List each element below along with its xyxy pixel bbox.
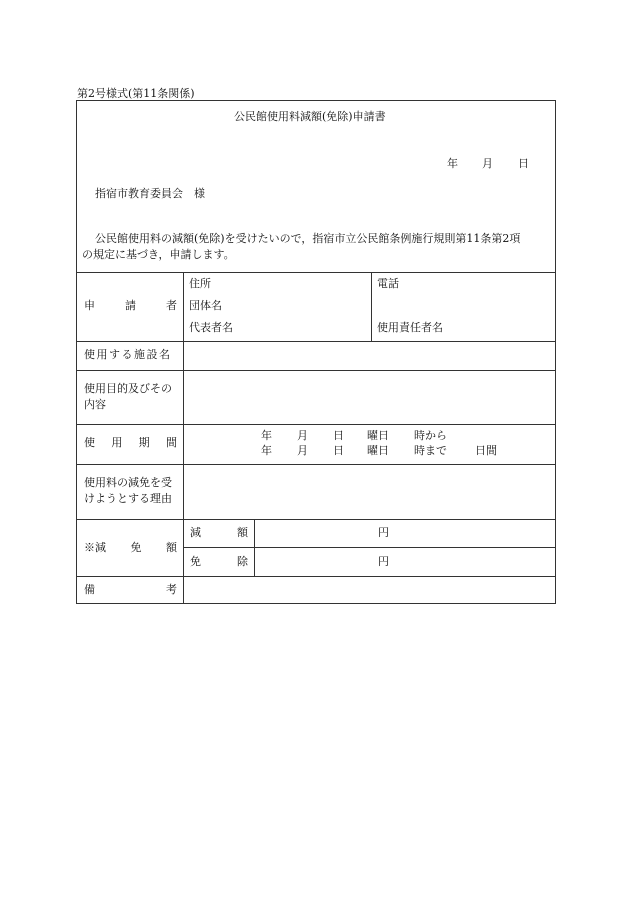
addressee: 指宿市教育委員会 様: [95, 187, 205, 200]
facility-label: 使用する施設名: [84, 348, 172, 361]
row-divider: [77, 272, 555, 273]
representative-field[interactable]: [241, 319, 367, 339]
period-start-year: 年: [261, 429, 272, 442]
row-divider: [77, 370, 555, 371]
row-divider: [77, 464, 555, 465]
representative-label: 代表者名: [189, 321, 233, 334]
row-divider: [77, 519, 555, 520]
date-month-label: 月: [482, 157, 493, 170]
reason-label-line-2: けようとする理由: [84, 492, 172, 505]
intro-line-1: 公民館使用料の減額(免除)を受けたいので，指宿市立公民館条例施行規則第11条第2項: [95, 232, 521, 245]
column-divider: [371, 272, 372, 341]
period-start-day: 日: [333, 429, 344, 442]
purpose-label-line-1: 使用目的及びその: [84, 382, 172, 395]
exemption-amount-label: ※減 免 額: [84, 541, 177, 554]
reason-label-line-1: 使用料の減免を受: [84, 476, 172, 489]
period-start-month: 月: [297, 429, 308, 442]
applicant-label: 申 請 者: [84, 299, 177, 312]
period-days: 日間: [475, 444, 497, 457]
period-label: 使 用 期 間: [84, 436, 177, 449]
facility-field[interactable]: [187, 344, 551, 368]
exemption-label: 免 除: [190, 555, 248, 568]
period-end-weekday: 曜日: [367, 444, 389, 457]
reason-field[interactable]: [187, 467, 551, 516]
period-start-weekday: 曜日: [367, 429, 389, 442]
form-number: 第2号様式(第11条関係): [77, 87, 195, 100]
purpose-label-line-2: 内容: [84, 398, 106, 411]
row-divider: [77, 341, 555, 342]
intro-line-2: の規定に基づき，申請します。: [82, 248, 235, 261]
period-end-year: 年: [261, 444, 272, 457]
exemption-amount-field[interactable]: [258, 551, 373, 573]
period-start-time: 時から: [414, 429, 447, 442]
reduction-yen-unit: 円: [378, 526, 389, 539]
row-divider: [77, 576, 555, 577]
group-name-label: 団体名: [189, 299, 222, 312]
application-form: [76, 100, 556, 604]
remarks-field[interactable]: [187, 579, 551, 601]
reduction-amount-field[interactable]: [258, 522, 373, 544]
period-end-day: 日: [333, 444, 344, 457]
column-divider: [254, 519, 255, 576]
row-divider: [77, 424, 555, 425]
phone-field[interactable]: [399, 275, 549, 295]
period-end-month: 月: [297, 444, 308, 457]
period-end-time: 時まで: [414, 444, 447, 457]
row-divider: [184, 547, 555, 548]
remarks-label: 備 考: [84, 583, 177, 596]
responsible-person-field[interactable]: [449, 319, 549, 339]
address-field[interactable]: [217, 275, 367, 295]
column-divider: [183, 272, 184, 603]
exemption-yen-unit: 円: [378, 555, 389, 568]
purpose-field[interactable]: [187, 373, 551, 421]
phone-label: 電話: [377, 277, 399, 290]
form-title: 公民館使用料減額(免除)申請書: [234, 110, 386, 123]
address-label: 住所: [189, 277, 211, 290]
group-name-field[interactable]: [229, 297, 367, 317]
date-day-label: 日: [518, 157, 529, 170]
date-year-label: 年: [447, 157, 458, 170]
responsible-person-label: 使用責任者名: [377, 321, 443, 334]
reduction-label: 減 額: [190, 526, 248, 539]
